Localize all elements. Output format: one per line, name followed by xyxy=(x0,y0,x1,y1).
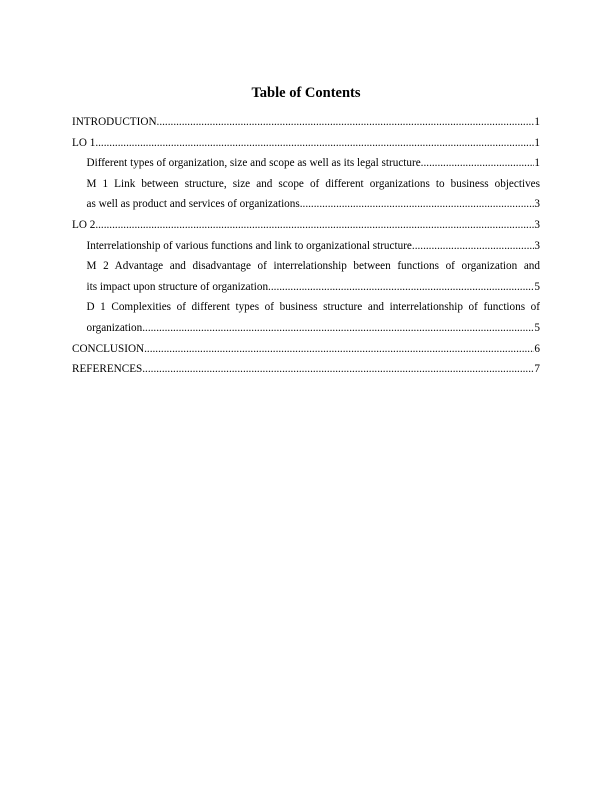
toc-entry-page: 5 xyxy=(534,321,540,334)
toc-title: Table of Contents xyxy=(251,85,361,101)
toc-entry-label: LO 1 xyxy=(72,136,96,149)
toc-entry-page: 1 xyxy=(534,136,540,149)
dot-leader xyxy=(95,133,534,154)
dot-leader xyxy=(421,153,535,174)
toc-entry-page: 3 xyxy=(534,239,540,252)
toc-entry-label-line2: as well as product and services of organizations xyxy=(86,198,300,211)
dot-leader xyxy=(145,318,534,339)
toc-entry-label: INTRODUCTION xyxy=(72,116,157,128)
dot-leader xyxy=(144,339,534,360)
toc-entry-label-line1: M 2 Advantage and disadvantage of interrelationship between functions of organization and xyxy=(86,260,540,273)
toc-entry-page: 1 xyxy=(534,157,540,170)
toc-entry-types-of-organization[interactable] xyxy=(72,153,540,174)
toc-entry-label-line2: its impact upon structure of organization xyxy=(86,280,269,293)
toc-entry-m2[interactable] xyxy=(72,256,540,297)
toc-entry-interrelationship[interactable] xyxy=(72,236,540,257)
toc-entry-introduction[interactable] xyxy=(72,112,540,133)
toc-entry-page: 3 xyxy=(534,198,540,211)
toc-entry-lo1[interactable] xyxy=(72,133,540,154)
toc-entry-conclusion[interactable] xyxy=(72,339,540,360)
dot-leader xyxy=(157,112,535,133)
dot-leader xyxy=(300,194,535,215)
toc-entry-page: 7 xyxy=(534,363,540,376)
toc-entry-d1[interactable] xyxy=(72,297,540,338)
toc-entry-lo2[interactable] xyxy=(72,215,540,236)
toc-entry-m1[interactable] xyxy=(72,174,540,215)
toc-entry-label: LO 2 xyxy=(72,218,96,231)
toc-entry-references[interactable] xyxy=(72,359,540,380)
dot-leader xyxy=(95,215,534,236)
toc-entry-label: Different types of organization, size and scope as well as its legal structure xyxy=(86,157,421,170)
toc-entry-page: 5 xyxy=(534,280,540,293)
toc-entry-label: CONCLUSION xyxy=(72,342,145,355)
toc-entry-label: Interrelationship of various functions and link to organizational structure xyxy=(86,239,412,252)
dot-leader xyxy=(142,359,534,380)
dot-leader xyxy=(268,277,534,298)
toc-entry-label-line1: D 1 Complexities of different types of business structure and interrelationship of functions of xyxy=(86,301,540,314)
toc-entry-page: 3 xyxy=(534,218,540,231)
toc-entry-label: REFERENCES xyxy=(72,363,143,376)
dot-leader xyxy=(412,236,535,257)
toc-entry-label-line2: organization. xyxy=(86,321,146,334)
toc-entry-page: 1 xyxy=(534,116,540,128)
toc-entry-label-line1: M 1 Link between structure, size and scope of different organizations to business objectives xyxy=(86,177,540,190)
table-of-contents xyxy=(72,112,540,380)
toc-entry-page: 6 xyxy=(534,342,540,355)
